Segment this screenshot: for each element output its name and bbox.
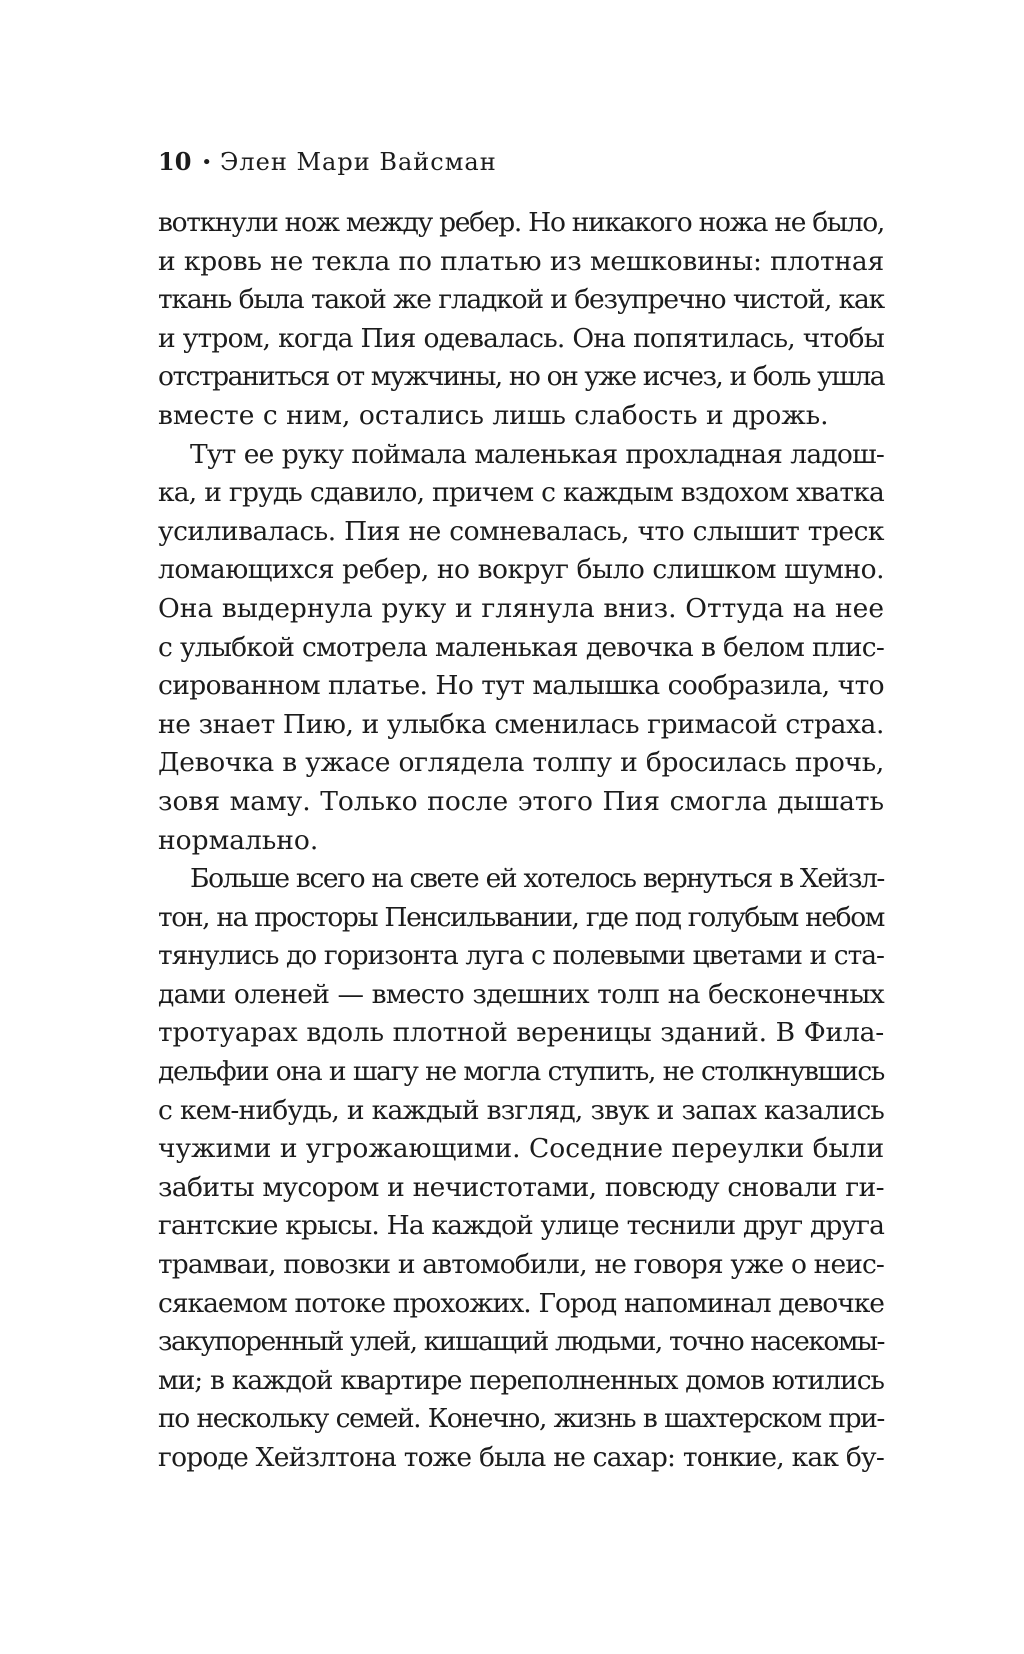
text-line: тротуарах вдоль плотной вереницы зданий. В Фила- xyxy=(158,1017,884,1049)
text-line: сякаемом потоке прохожих. Город напоминал девочке xyxy=(158,1287,884,1319)
text-line: забиты мусором и нечистотами, повсюду сновали ги- xyxy=(158,1171,884,1203)
text-body xyxy=(158,204,884,1478)
author-name: Элен Мари Вайсман xyxy=(220,148,497,176)
text-line: отстраниться от мужчины, но он уже исчез, и боль ушла xyxy=(158,361,884,393)
text-line: дами оленей — вместо здешних толп на бесконечных xyxy=(158,978,884,1010)
text-line: вместе с ним, остались лишь слабость и дрожь. xyxy=(158,399,829,431)
text-line: по нескольку семей. Конечно, жизнь в шахтерском при- xyxy=(158,1403,884,1435)
bullet-separator: • xyxy=(201,152,213,173)
text-line: нормально. xyxy=(158,824,319,856)
text-line: ми; в каждой квартире переполненных домов ютились xyxy=(158,1364,884,1396)
text-line: зовя маму. Только после этого Пия смогла дышать xyxy=(158,785,884,817)
text-line: Она выдернула руку и глянула вниз. Оттуда на нее xyxy=(158,592,884,624)
text-line: ка, и грудь сдавило, причем с каждым вздохом хватка xyxy=(158,477,884,509)
text-line: гантские крысы. На каждой улице теснили друг друга xyxy=(158,1210,884,1242)
text-line: не знает Пию, и улыбка сменилась гримасой страха. xyxy=(158,708,884,740)
text-line: трамваи, повозки и автомобили, не говоря уже о неис- xyxy=(158,1249,884,1281)
text-line: с улыбкой смотрела маленькая девочка в белом плис- xyxy=(158,631,884,663)
text-line: усиливалась. Пия не сомневалась, что слышит треск xyxy=(158,515,884,547)
running-head xyxy=(158,146,878,179)
text-line: и кровь не текла по платью из мешковины: плотная xyxy=(158,245,884,277)
text-line: ткань была такой же гладкой и безупречно чистой, как xyxy=(158,284,884,316)
text-line: Девочка в ужасе оглядела толпу и бросилась прочь, xyxy=(158,747,884,779)
text-line: воткнули нож между ребер. Но никакого ножа не было, xyxy=(158,207,884,238)
text-line: чужими и угрожающими. Соседние переулки были xyxy=(158,1133,885,1165)
page-number: 10 xyxy=(158,147,192,176)
text-line: Больше всего на свете ей хотелось вернуться в Хейзл- xyxy=(190,863,884,895)
text-line: тянулись до горизонта луга с полевыми цветами и ста- xyxy=(158,940,884,972)
text-line: сированном платье. Но тут малышка сообразила, что xyxy=(158,670,884,702)
text-line: дельфии она и шагу не могла ступить, не столкнувшись xyxy=(158,1056,884,1088)
text-line: ломающихся ребер, но вокруг было слишком шумно. xyxy=(158,554,884,586)
text-line: и утром, когда Пия одевалась. Она попятилась, чтобы xyxy=(158,322,884,354)
text-line: тон, на просторы Пенсильвании, где под голубым небом xyxy=(158,901,884,933)
text-line: с кем-нибудь, и каждый взгляд, звук и запах казались xyxy=(158,1094,884,1126)
text-line: городе Хейзлтона тоже была не сахар: тонкие, как бу- xyxy=(158,1442,884,1473)
text-line: закупоренный улей, кишащий людьми, точно насекомы- xyxy=(158,1326,884,1358)
text-line: Тут ее руку поймала маленькая прохладная ладош- xyxy=(190,438,884,470)
